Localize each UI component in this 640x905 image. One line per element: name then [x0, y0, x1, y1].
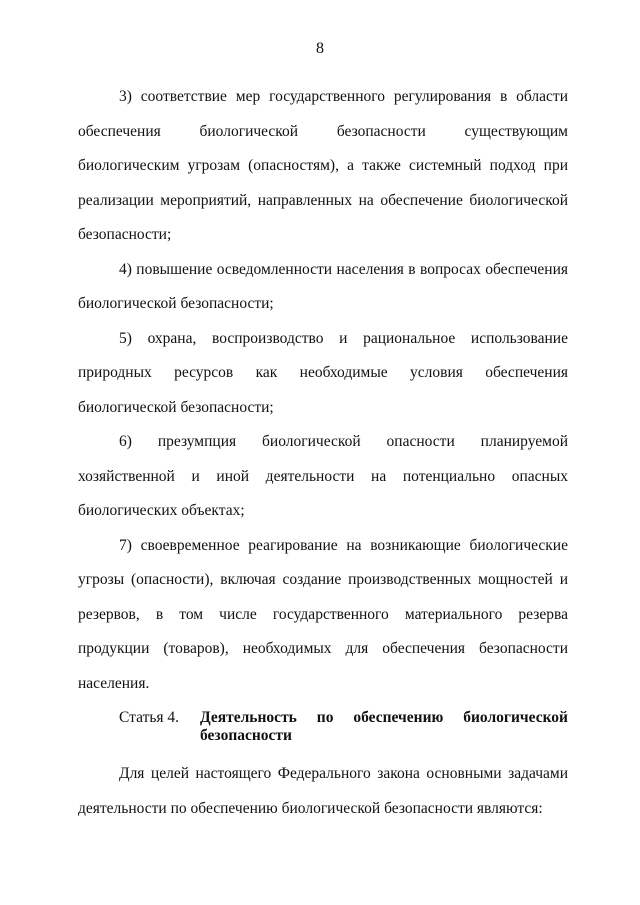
- document-body: [78, 80, 568, 826]
- list-item-5: 5) охрана, воспроизводство и рациональное использование природных ресурсов как необходимые условия обеспечения биологической безопасности;: [78, 329, 568, 416]
- list-item-3: 3) соответствие мер государственного регулирования в области обеспечения биологической безопасности существующим биологическим угрозам (опасностям), а также системный подход при реализации мероприятий, направленных на обеспечение биологической безопасности;: [78, 88, 568, 243]
- list-item-7: 7) своевременное реагирование на возникающие биологические угрозы (опасности), включая создание производственных мощностей и резервов, в том числе государственного материального резерва продукции (товаров), необходимых для обеспечения безопасности населения.: [78, 536, 568, 692]
- article-title: Деятельность по обеспечению биологической безопасности: [200, 709, 568, 744]
- closing-paragraph: Для целей настоящего Федерального закона основными задачами деятельности по обеспечению биологической безопасности являются:: [78, 765, 568, 817]
- list-item-6: 6) презумпция биологической опасности планируемой хозяйственной и иной деятельности на потенциально опасных биологических объектах;: [78, 433, 568, 519]
- list-item-4: 4) повышение осведомленности населения в вопросах обеспечения биологической безопасности;: [78, 260, 568, 312]
- article-heading: [78, 701, 568, 757]
- article-label: Статья 4.: [119, 709, 180, 726]
- page-number: 8: [316, 40, 324, 57]
